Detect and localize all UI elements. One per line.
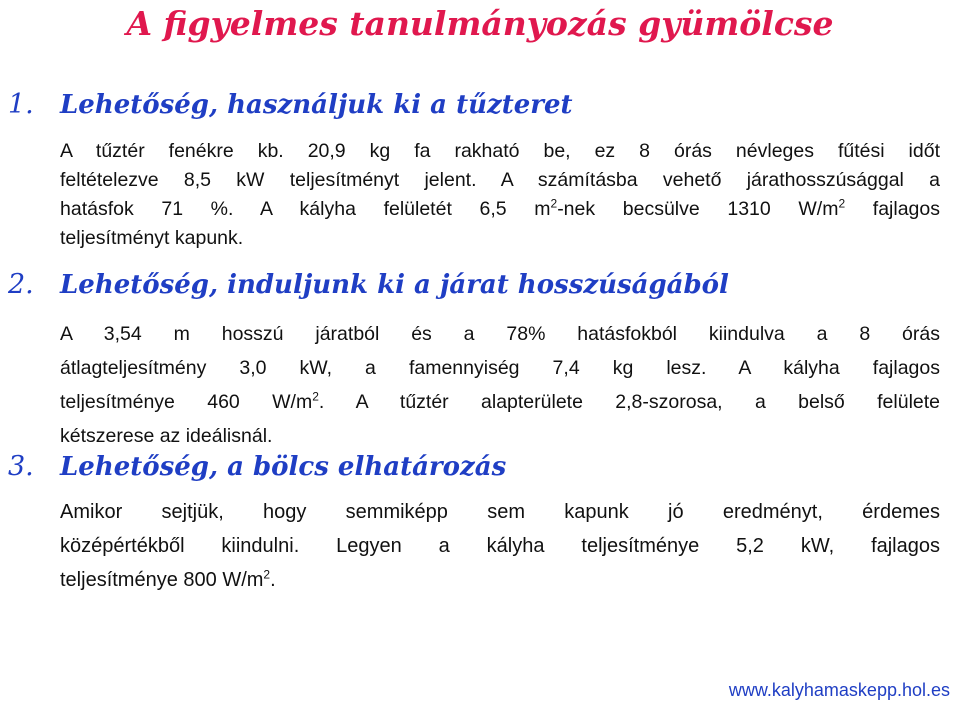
slide-title: A figyelmes tanulmányozás gyümölcse	[126, 4, 834, 43]
section-3-line-2: középértékből kiindulni. Legyen a kályha teljesítménye 5,2 kW, fajlagos	[60, 535, 940, 557]
section-3-number: 3.	[8, 451, 34, 482]
section-2-number: 2.	[8, 269, 34, 300]
section-2-text	[60, 317, 940, 453]
footer-url: www.kalyhamaskepp.hol.es	[728, 680, 950, 700]
section-2-line-2: átlagteljesítmény 3,0 kW, a famennyiség 7,4 kg lesz. A kályha fajlagos	[60, 357, 940, 379]
section-2-line-4: kétszerese az ideálisnál.	[60, 425, 273, 447]
section-3-text	[60, 495, 940, 597]
section-1-line-4: teljesítményt kapunk.	[60, 227, 244, 249]
section-2-heading: Lehetőség, induljunk ki a járat hosszúságából	[60, 270, 729, 300]
section-1-line-1: A tűztér fenékre kb. 20,9 kg fa rakható be, ez 8 órás névleges fűtési időt	[60, 140, 940, 162]
section-1-text	[60, 137, 940, 253]
section-2-line-3: teljesítménye 460 $W/m^2$. A tűztér alapterülete 2,8-szorosa, a belső felülete	[60, 389, 941, 413]
section-1-number: 1.	[8, 89, 34, 120]
section-3-heading: Lehetőség, a bölcs elhatározás	[60, 452, 507, 482]
section-1-line-3: hatásfok 71 %. A kályha felületét 6,5 $m^2$-nek becsülve 1310 $W/m^2$ fajlagos	[60, 196, 940, 220]
section-3-line-1: Amikor sejtjük, hogy semmiképp sem kapunk jó eredményt, érdemes	[60, 501, 940, 523]
section-3-line-3: teljesítménye 800 $W/m^2$.	[60, 567, 276, 591]
section-1-line-2: feltételezve 8,5 kW teljesítményt jelent. A számításba vehető járathosszúsággal a	[60, 169, 940, 191]
section-2-line-1: A 3,54 m hosszú járatból és a 78% hatásfokból kiindulva a 8 órás	[60, 323, 940, 345]
section-1-heading: Lehetőség, használjuk ki a tűzteret	[60, 90, 573, 120]
